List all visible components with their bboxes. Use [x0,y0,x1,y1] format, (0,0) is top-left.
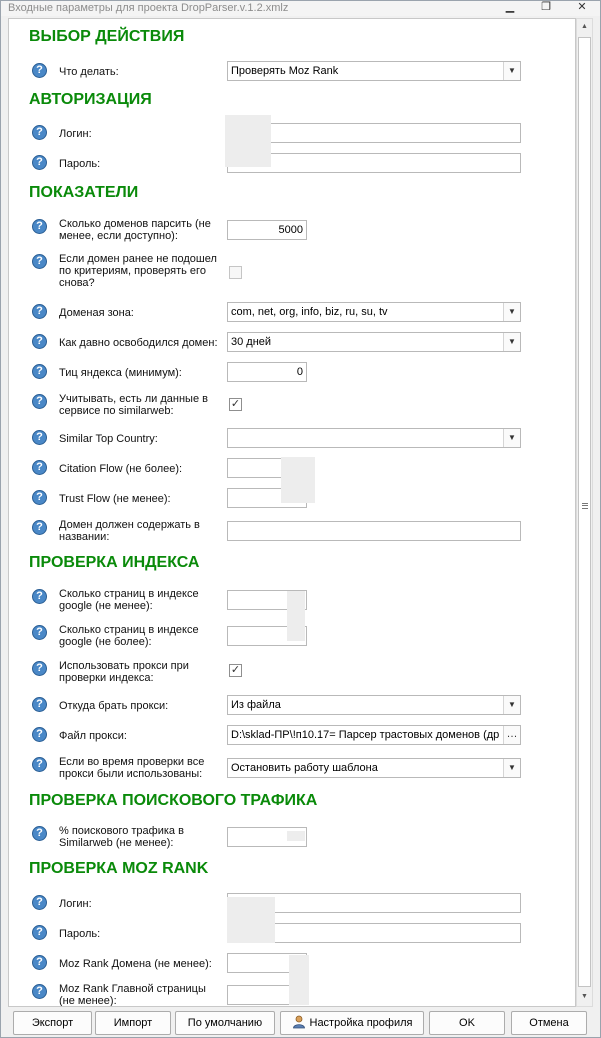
help-icon[interactable]: ? [32,697,47,712]
zone-value: com, net, org, info, biz, ru, su, tv [231,306,388,318]
name-contains-input[interactable] [227,521,521,541]
ok-button[interactable]: OK [429,1011,505,1035]
proxy-file-label: Файл прокси: [59,730,127,742]
help-icon[interactable]: ? [32,520,47,535]
section-traffic-title: ПРОВЕРКА ПОИСКОВОГО ТРАФИКА [29,792,318,809]
moz-login-label: Логин: [59,898,92,910]
help-icon[interactable]: ? [32,460,47,475]
what-to-do-label: Что делать: [59,66,119,78]
similarweb-label: Учитывать, есть ли данные в сервисе по similarweb: [59,393,208,417]
proxy-exhausted-label: Если во время проверки все прокси были использованы: [59,756,205,780]
help-icon[interactable]: ? [32,625,47,640]
help-icon[interactable]: ? [32,826,47,841]
button-bar [8,1011,594,1036]
moz-home-label: Moz Rank Главной страницы (не менее): [59,983,206,1007]
dropdown-arrow-icon[interactable]: ▼ [503,62,520,80]
freed-label: Как давно освободился домен: [59,337,218,349]
maximize-icon[interactable]: ❐ [541,1,551,13]
section-metrics-title: ПОКАЗАТЕЛИ [29,184,139,201]
what-to-do-select[interactable] [227,61,521,81]
top-country-label: Similar Top Country: [59,433,158,445]
freed-select[interactable] [227,332,521,352]
title-bar [1,1,600,16]
section-index-title: ПРОВЕРКА ИНДЕКСА [29,554,200,571]
name-contains-label: Домен должен содержать в названии: [59,519,200,543]
help-icon[interactable]: ? [32,757,47,772]
auth-login-input[interactable] [227,123,521,143]
auth-login-label: Логин: [59,128,92,140]
vertical-scrollbar[interactable] [576,18,593,1007]
dropdown-arrow-icon[interactable]: ▼ [503,696,520,714]
proxy-exhausted-value: Остановить работу шаблона [231,762,378,774]
help-icon[interactable]: ? [32,984,47,999]
domains-count-input[interactable]: 5000 [227,220,307,240]
proxy-source-select[interactable] [227,695,521,715]
domains-count-label: Сколько доменов парсить (не менее, если доступно): [59,218,211,242]
help-icon[interactable]: ? [32,155,47,170]
dropdown-arrow-icon[interactable]: ▼ [503,303,520,321]
proxy-file-input[interactable] [227,725,521,745]
help-icon[interactable]: ? [32,334,47,349]
moz-domain-label: Moz Rank Домена (не менее): [59,958,212,970]
section-moz-title: ПРОВЕРКА MOZ RANK [29,860,209,877]
help-icon[interactable]: ? [32,430,47,445]
top-country-select[interactable] [227,428,521,448]
close-icon[interactable]: ✕ [577,1,587,13]
section-auth-title: АВТОРИЗАЦИЯ [29,91,152,108]
help-icon[interactable]: ? [32,661,47,676]
recheck-label: Если домен ранее не подошел по критериям, проверять его снова? [59,253,217,289]
proxy-exhausted-select[interactable] [227,758,521,778]
help-icon[interactable]: ? [32,219,47,234]
proxy-source-label: Откуда брать прокси: [59,700,169,712]
moz-password-label: Пароль: [59,928,101,940]
freed-value: 30 дней [231,336,272,348]
scrollbar-thumb[interactable] [578,37,591,987]
window-title: Входные параметры для проекта DropParser.v.1.2.xmlz [8,2,289,14]
minimize-icon[interactable]: ▁ [505,1,515,13]
user-profile-icon [292,1015,306,1029]
help-icon[interactable]: ? [32,895,47,910]
zone-select[interactable] [227,302,521,322]
help-icon[interactable]: ? [32,925,47,940]
google-min-label: Сколько страниц в индексе google (не менее): [59,588,199,612]
redacted-area [225,115,271,167]
import-button[interactable]: Импорт [95,1011,171,1035]
tic-input[interactable]: 0 [227,362,307,382]
google-max-label: Сколько страниц в индексе google (не более): [59,624,199,648]
help-icon[interactable]: ? [32,490,47,505]
help-icon[interactable]: ? [32,304,47,319]
help-icon[interactable]: ? [32,394,47,409]
recheck-checkbox[interactable] [229,266,242,279]
help-icon[interactable]: ? [32,727,47,742]
help-icon[interactable]: ? [32,955,47,970]
proxy-file-value: D:\sklad-ПР\!п10.17= Парсер трастовых доменов (др [231,729,500,741]
redacted-area [289,955,309,1005]
auth-password-label: Пароль: [59,158,101,170]
export-button[interactable]: Экспорт [13,1011,92,1035]
browse-icon[interactable]: … [503,726,520,744]
scroll-up-icon[interactable]: ▲ [581,23,588,30]
redacted-area [227,897,275,943]
help-icon[interactable]: ? [32,63,47,78]
dropdown-arrow-icon[interactable]: ▼ [503,429,520,447]
redacted-area [281,457,315,503]
profile-settings-label: Настройка профиля [309,1017,413,1029]
use-proxy-label: Использовать прокси при проверки индекса: [59,660,189,684]
default-button[interactable]: По умолчанию [175,1011,275,1035]
help-icon[interactable]: ? [32,589,47,604]
grip-icon [582,503,588,509]
section-action-title: ВЫБОР ДЕЙСТВИЯ [29,28,185,45]
parameters-panel [8,18,576,1007]
dropdown-arrow-icon[interactable]: ▼ [503,333,520,351]
help-icon[interactable]: ? [32,125,47,140]
scroll-down-icon[interactable]: ▼ [581,993,588,1000]
redacted-area [287,831,305,841]
use-proxy-checkbox[interactable]: ✓ [230,664,241,676]
what-to-do-value: Проверять Moz Rank [231,65,339,77]
auth-password-input[interactable] [227,153,521,173]
proxy-source-value: Из файла [231,699,281,711]
redacted-area [287,591,305,641]
search-traffic-label: % поискового трафика в Similarweb (не менее): [59,825,184,849]
cancel-button[interactable]: Отмена [511,1011,587,1035]
trust-flow-label: Trust Flow (не менее): [59,493,171,505]
help-icon[interactable]: ? [32,364,47,379]
citation-flow-label: Citation Flow (не более): [59,463,183,475]
zone-label: Доменая зона: [59,307,134,319]
help-icon[interactable]: ? [32,254,47,269]
similarweb-checkbox[interactable]: ✓ [230,398,241,410]
dropdown-arrow-icon[interactable]: ▼ [503,759,520,777]
profile-settings-button[interactable] [280,1011,424,1035]
tic-label: Тиц яндекса (минимум): [59,367,182,379]
